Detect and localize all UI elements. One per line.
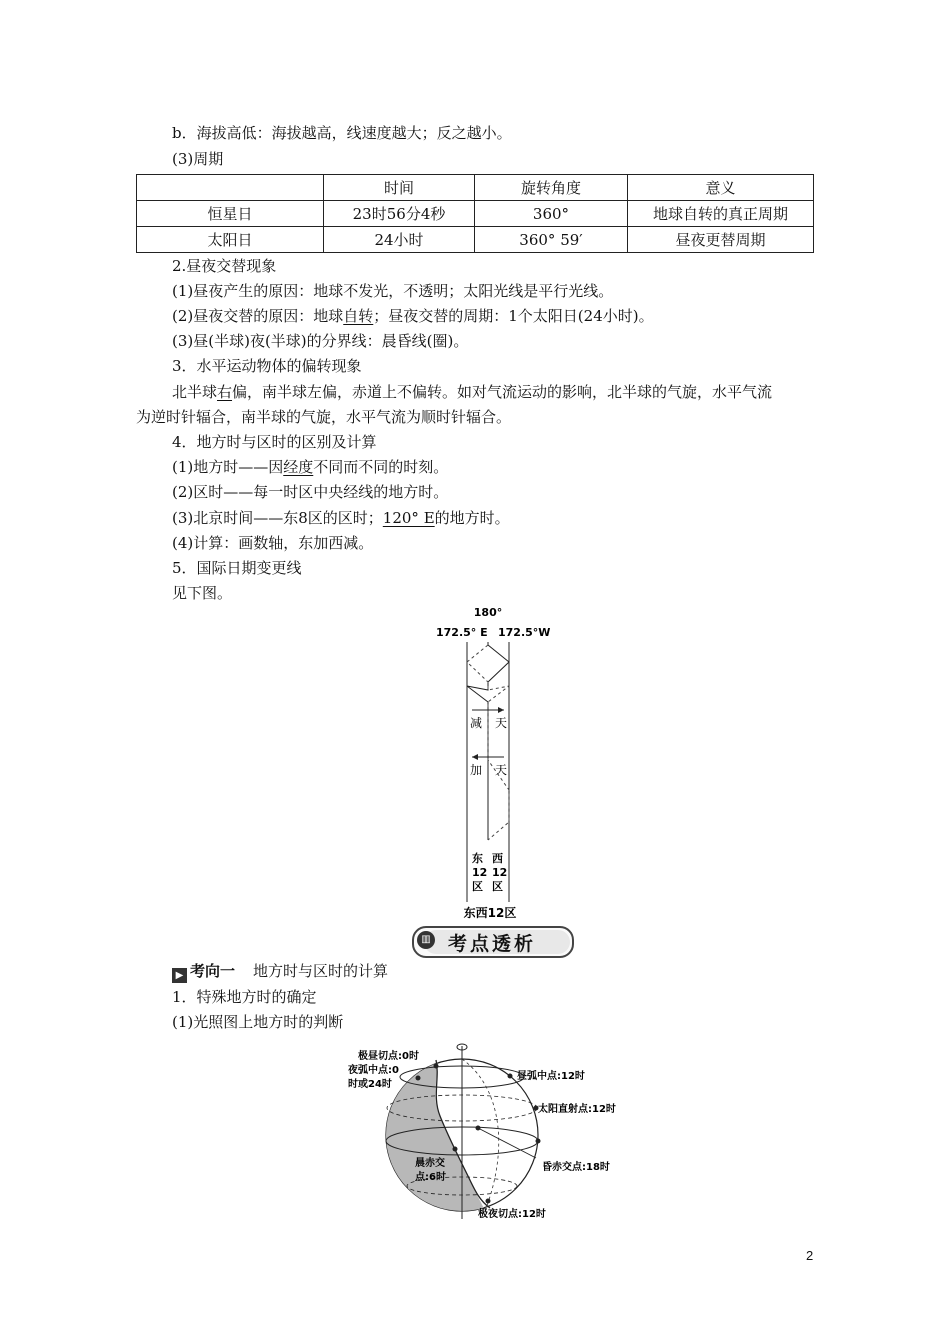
banner-title: 考点透析 [448,933,537,955]
heading-day-night: 2.昼夜交替现象 [172,257,277,275]
underlined-term: 经度 [283,458,314,476]
text-line: (4)计算：画数轴，东加西减。 [172,534,374,552]
point-marker [476,1126,481,1131]
west-zone-label: 西 [492,852,503,865]
arrow-head-icon [472,754,478,760]
text-line: (1)光照图上地方时的判断 [172,1013,344,1031]
west-zone-label: 区 [492,880,503,893]
illumination-globe-diagram [340,1036,640,1222]
polar-day-tangent-label: 极昼切点:0时 [358,1051,419,1062]
text-line: 见下图。 [172,584,233,602]
table-header: 时间 [324,175,475,201]
subsolar-point-label: 太阳直射点:12时 [538,1104,616,1115]
section-title: 地方时与区时的计算 [253,962,389,980]
dateline-diagram [420,600,570,922]
book-icon: ▥ [417,931,435,949]
table-cell: 360° [475,201,628,227]
table-header: 旋转角度 [475,175,628,201]
west-zone-label: 12 [492,866,508,879]
polar-night-tangent-label: 极夜切点:12时 [478,1209,546,1220]
table-header [137,175,324,201]
plus-label: 加 [470,763,483,777]
point-marker [453,1147,458,1152]
table-cell: 恒星日 [137,201,324,227]
point-marker [434,1064,439,1069]
text-line: (2)区时——每一时区中央经线的地方时。 [172,483,449,501]
heading-deflection: 3．水平运动物体的偏转现象 [172,357,362,375]
table-cell: 地球自转的真正周期 [628,201,814,227]
section-tag: 考向一 [190,962,236,980]
heading-local-time: 4．地方时与区时的区别及计算 [172,433,377,451]
text-line: (1)地方时——因经度不同而不同的时刻。 [172,458,449,476]
table-cell: 昼夜更替周期 [628,227,814,253]
page-number: 2 [806,1248,814,1263]
section-banner [412,926,574,958]
underlined-term: 右 [217,383,233,401]
table-header: 意义 [628,175,814,201]
arrow-head-icon [498,707,504,713]
heading-dateline: 5．国际日期变更线 [172,559,302,577]
text-line-period: (3)周期 [172,150,224,168]
text-line: (1)昼夜产生的原因：地球不发光，不透明；太阳光线是平行光线。 [172,282,614,300]
day-arc-midpoint-label: 昼弧中点:12时 [517,1071,585,1082]
minus-label: 减 [470,716,483,730]
dawn-equator-label: 晨赤交 [415,1158,445,1169]
text-line: (3)北京时间——东8区的区时；120° E的地方时。 [172,509,510,527]
point-marker [508,1074,513,1079]
dateline-west-lon-label: 172.5°W [498,626,551,639]
table-row [137,201,814,227]
table-cell: 360° 59′ [475,227,628,253]
dateline-east-lon-label: 172.5° E [436,626,488,639]
east-zone-label: 区 [472,880,483,893]
text-line: 1．特殊地方时的确定 [172,988,317,1006]
dawn-equator-label: 点:6时 [415,1172,446,1183]
text-line-b: b．海拔高低：海拔越高，线速度越大；反之越小。 [172,124,512,142]
period-table [136,174,814,253]
east-zone-label: 东 [472,852,483,865]
point-marker [536,1139,541,1144]
underlined-term: 120° E [382,509,435,527]
table-header-row [137,175,814,201]
text-line: (3)昼(半球)夜(半球)的分界线：晨昏线(圈)。 [172,332,469,350]
plus-day-label: 天 [495,763,508,777]
dusk-equator-label: 昏赤交点:18时 [542,1162,610,1173]
table-cell: 24小时 [324,227,475,253]
point-marker [416,1076,421,1081]
night-arc-midpoint-label: 夜弧中点:0 [348,1065,399,1076]
east-zone-label: 12 [472,866,488,879]
underlined-term: 自转 [343,307,374,325]
table-row [137,227,814,253]
section-heading [172,961,388,983]
night-arc-midpoint-label: 时或24时 [348,1079,392,1090]
text-line: 为逆时针辐合，南半球的气旋，水平气流为顺时针辐合。 [136,408,512,426]
play-triangle-icon: ▶ [172,968,187,983]
text-line: 北半球右偏，南半球左偏，赤道上不偏转。如对气流运动的影响，北半球的气旋，水平气流 [172,383,773,401]
minus-day-label: 天 [495,716,508,730]
zone-12-bottom-label: 东西12区 [463,906,517,920]
table-cell: 23时56分4秒 [324,201,475,227]
dateline-180-label: 180° [473,606,503,619]
table-cell: 太阳日 [137,227,324,253]
point-marker [486,1199,491,1204]
text-line: (2)昼夜交替的原因：地球自转；昼夜交替的周期：1个太阳日(24小时)。 [172,307,654,325]
